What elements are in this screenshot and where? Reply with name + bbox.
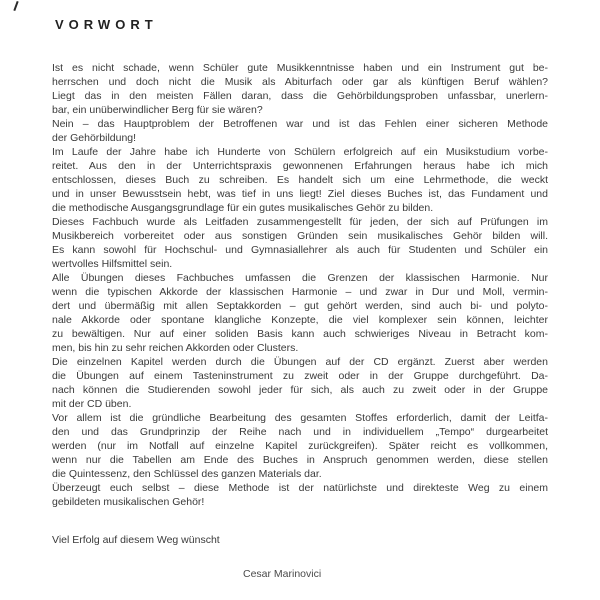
paragraph <box>52 145 548 215</box>
paragraph <box>52 117 548 145</box>
signature: Cesar Marinovici <box>243 568 322 580</box>
text-line: Liegt das in den meisten Fällen daran, dass die Gehörbildungsproben unfassbar, unerlern- <box>52 90 548 102</box>
text-line: Alle Übungen dieses Fachbuches umfassen die Grenzen der klassischen Harmonie. Nur <box>52 272 548 284</box>
text-line: und in unser Bewusstsein hebt, was tief in uns liegt! Ziel dieses Buches ist, das Fundament und <box>52 188 548 200</box>
paragraph <box>52 271 548 355</box>
text-line: dert und übermäßig mit allen Septakkorden – gut gehört werden, sind auch bi- und polyto- <box>52 300 548 312</box>
text-line: Überzeugt euch selbst – diese Methode ist der natürlichste und direkteste Weg zu einem <box>52 482 548 494</box>
text-line: entschlossen, dieses Buch zu schreiben. Es handelt sich um eine Lehrmethode, die weckt <box>52 174 548 186</box>
text-line: zu bewältigen. Nur auf einer soliden Basis kann auch schwieriges Niveau in Betracht kom- <box>52 328 548 340</box>
text-line: men, bis hin zu sehr reichen Akkorden oder Clusters. <box>52 342 299 354</box>
text-line: werden (nur im Notfall auf einzelne Kapitel zurückgreifen). Später reicht es vollkommen, <box>52 440 548 452</box>
paragraph <box>52 411 548 481</box>
text-line: herrschen und doch nicht die Musik als Abiturfach oder gar als künftigen Beruf wählen? <box>52 76 548 88</box>
text-line: den und das Grundprinzip der Reihe nach und in individuellem „Tempo“ durgearbeitet <box>52 426 548 438</box>
text-line: Musikbereich vorbereitet oder aus sonstigen Gründen sein musikalisches Gehör bilden will. <box>52 230 548 242</box>
text-line: die Übungen auf einem Tasteninstrument zu zweit oder in der Gruppe durchgeführt. Da- <box>52 370 548 382</box>
text-line: die Quintessenz, den Schlüssel des ganzen Materials dar. <box>52 468 322 480</box>
text-line: nale Akkorde oder spontane klangliche Konzepte, die viel komplexer sein können, leichter <box>52 314 548 326</box>
text-line: gebildeten musikalischen Gehör! <box>52 496 205 508</box>
text-line: Nein – das Hauptproblem der Betroffenen war und ist das Fehlen einer sicheren Methode <box>52 118 548 130</box>
page-title: VORWORT <box>55 17 158 32</box>
text-line: Es kann sowohl für Hochschul- und Gymnasiallehrer als auch für Studenten und Schüler ein <box>52 244 548 256</box>
paragraph <box>52 355 548 411</box>
text-line: die methodische Ausgangsgrundlage für ein gutes musikalisches Gehör zu bilden. <box>52 202 434 214</box>
foreword-body <box>52 61 548 509</box>
scan-artifact <box>13 1 18 11</box>
text-line: wenn nur die Tabellen am Ende des Buches in Anspruch genommen werden, diese stellen <box>52 454 548 466</box>
text-line: Im Laufe der Jahre habe ich Hunderte von Schülern erfolgreich auf ein Musikstudium vorbe- <box>52 146 548 158</box>
text-line: Ist es nicht schade, wenn Schüler gute Musikkenntnisse haben und ein Instrument gut be- <box>52 62 548 74</box>
text-line: reitet. Aus den in der Unterrichtspraxis gewonnenen Erfahrungen heraus habe ich mich <box>52 160 548 172</box>
paragraph <box>52 481 548 509</box>
text-line: mit der CD üben. <box>52 398 132 410</box>
text-line: Vor allem ist die gründliche Bearbeitung des gesamten Stoffes erforderlich, damit der Leitfa- <box>52 412 548 424</box>
text-line: Dieses Fachbuch wurde als Leitfaden zusammengestellt für jeden, der sich auf Prüfungen im <box>52 216 548 228</box>
text-line: wenn die typischen Akkorde der klassischen Harmonie – und zwar in Dur und Moll, vermin- <box>52 286 548 298</box>
paragraph <box>52 61 548 117</box>
text-line: bar, ein unüberwindlicher Berg für sie wären? <box>52 104 263 116</box>
text-line: wertvolles Hilfsmittel sein. <box>52 258 173 270</box>
text-line: Die einzelnen Kapitel werden durch die Übungen auf der CD ergänzt. Zuerst aber werden <box>52 356 548 368</box>
paragraph <box>52 215 548 271</box>
text-line: der Gehörbildung! <box>52 132 137 144</box>
text-line: nach können die Studierenden sowohl jeder für sich, als auch zu zweit oder in der Gruppe <box>52 384 548 396</box>
closing-line: Viel Erfolg auf diesem Weg wünscht <box>52 534 220 546</box>
